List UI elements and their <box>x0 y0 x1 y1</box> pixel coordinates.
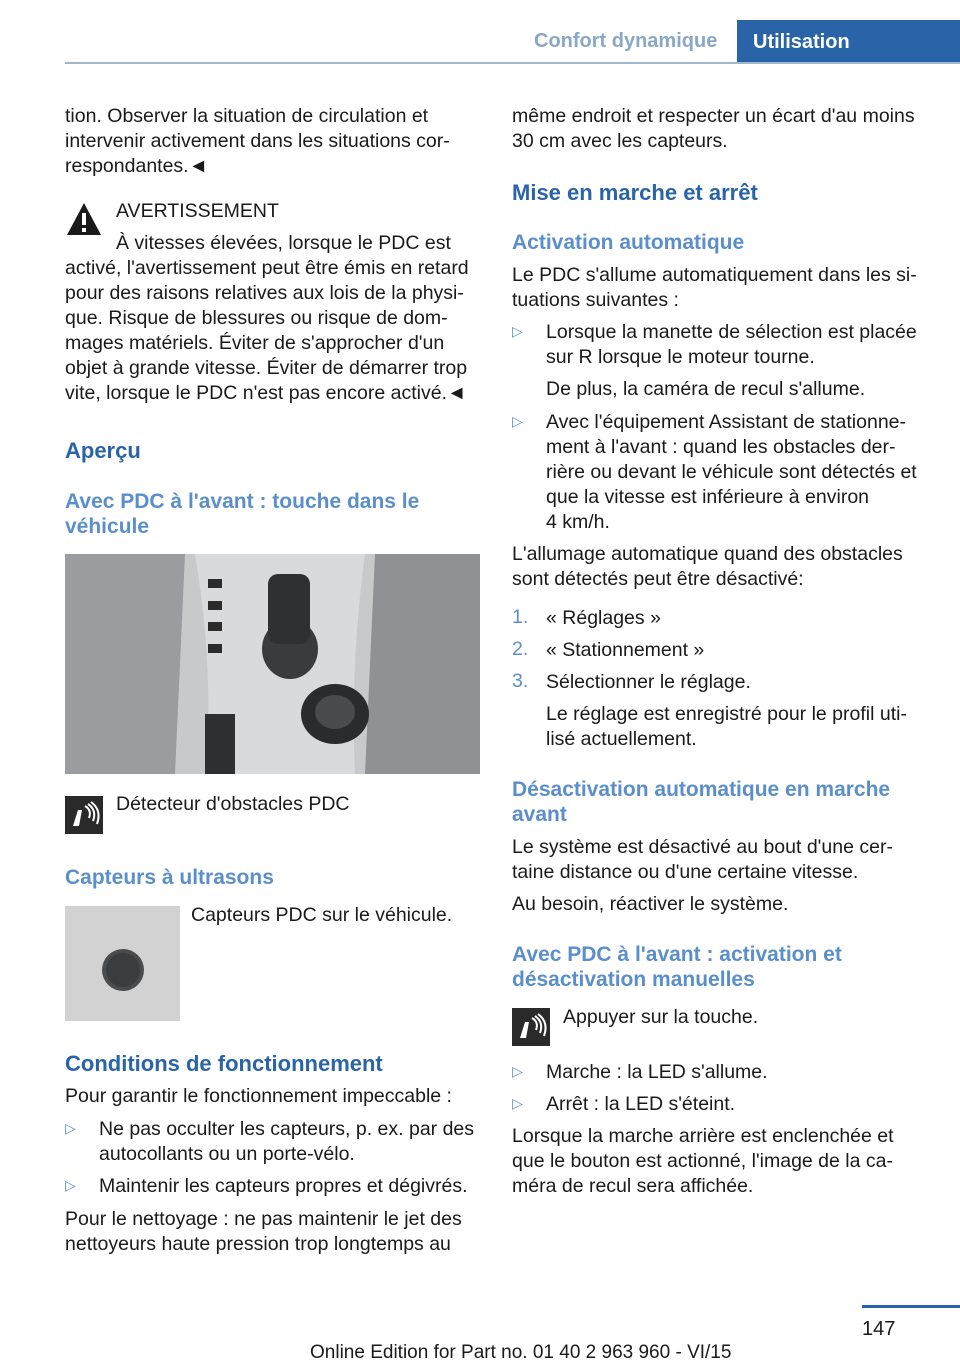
step-3: Sélectionner le réglage. <box>546 671 751 693</box>
final-line-2: que le bouton est actionné, l'image de la ca- <box>512 1150 893 1172</box>
final-line-1: Lorsque la marche arrière est enclenchée et <box>512 1125 894 1147</box>
step-number: 1. <box>512 606 529 628</box>
bullet-triangle-icon: ▷ <box>65 1120 76 1136</box>
heading-conditions: Conditions de fonctionnement <box>65 1051 383 1076</box>
condition-bullet-1-line-1: Ne pas occulter les capteurs, p. ex. par des <box>99 1118 475 1140</box>
activation-bullet-1-extra: De plus, la caméra de recul s'allume. <box>546 378 866 400</box>
condition-bullet-2: Maintenir les capteurs propres et dégivrés. <box>99 1175 468 1197</box>
warning-line-2: activé, l'avertissement peut être émis en retard <box>65 257 469 279</box>
arret-text: Arrêt : la LED s'éteint. <box>546 1093 736 1115</box>
bullet-triangle-icon: ▷ <box>512 413 523 429</box>
step-2: « Stationnement » <box>546 639 705 661</box>
condition-bullet-1-line-2: autocollants ou un porte-vélo. <box>99 1143 355 1165</box>
header-section: Confort dynamique <box>534 30 718 52</box>
intro-line-3: respondantes.◄ <box>65 155 208 177</box>
marche-text: Marche : la LED s'allume. <box>546 1061 768 1083</box>
header-chapter-tab[interactable]: Utilisation <box>737 20 960 62</box>
step-number: 2. <box>512 638 529 660</box>
heading-manuel-2: désactivation manuelles <box>512 968 755 991</box>
bullet-triangle-icon: ▷ <box>65 1177 76 1193</box>
warning-title: AVERTISSEMENT <box>116 200 279 222</box>
intro-line-2: intervenir activement dans les situations cor- <box>65 130 450 152</box>
warning-line-7: vite, lorsque le PDC n'est pas encore activé.◄ <box>65 382 467 404</box>
heading-desactivation-1: Désactivation automatique en marche <box>512 778 891 801</box>
heading-manuel-1: Avec PDC à l'avant : activation et <box>512 943 842 966</box>
footer-edition: Online Edition for Part no. 01 40 2 963 960 - VI/15 <box>310 1342 732 1363</box>
warning-line-1: À vitesses élevées, lorsque le PDC est <box>116 232 451 254</box>
activation-bullet-2-line-5: 4 km/h. <box>546 511 610 533</box>
warning-icon <box>65 200 103 238</box>
capteurs-text: Capteurs PDC sur le véhicule. <box>191 904 453 926</box>
besoin-text: Au besoin, réactiver le système. <box>512 893 789 915</box>
heading-activation-auto: Activation automatique <box>512 231 745 254</box>
allumage-line-2: sont détectés peut être désactivé: <box>512 568 804 590</box>
header-rule <box>65 62 960 64</box>
warning-line-4: que. Risque de blessures ou risque de dom- <box>65 307 448 329</box>
footer-rule <box>862 1305 960 1308</box>
desact-line-1: Le système est désactivé au bout d'une cer- <box>512 836 893 858</box>
activation-line-1: Le PDC s'allume automatiquement dans les si- <box>512 264 917 286</box>
pdc-caption: Détecteur d'obstacles PDC <box>116 793 350 815</box>
step-3-extra-line-2: lisé actuellement. <box>546 728 697 750</box>
final-line-3: méra de recul sera affichée. <box>512 1175 754 1197</box>
warning-line-6: objet à grande vitesse. Éviter de démarrer trop <box>65 357 468 379</box>
warning-line-3: pour des raisons relatives aux lois de la physi- <box>65 282 464 304</box>
activation-line-2: tuations suivantes : <box>512 289 679 311</box>
heading-mise-en-marche: Mise en marche et arrêt <box>512 180 758 205</box>
cont-line-2: 30 cm avec les capteurs. <box>512 130 728 152</box>
bullet-triangle-icon: ▷ <box>512 323 523 339</box>
step-1: « Réglages » <box>546 607 661 629</box>
activation-bullet-2-line-4: que la vitesse est inférieure à environ <box>546 486 870 508</box>
page-number: 147 <box>862 1318 896 1340</box>
heading-apercu: Aperçu <box>65 438 141 463</box>
activation-bullet-2-line-3: rière ou devant le véhicule sont détectés et <box>546 461 917 483</box>
appuyer-text: Appuyer sur la touche. <box>563 1006 759 1028</box>
nettoyage-line-2: nettoyeurs haute pression trop longtemps au <box>65 1233 451 1255</box>
step-number: 3. <box>512 670 529 692</box>
activation-bullet-1-line-2: sur R lorsque le moteur tourne. <box>546 346 815 368</box>
nettoyage-line-1: Pour le nettoyage : ne pas maintenir le jet des <box>65 1208 462 1230</box>
allumage-line-1: L'allumage automatique quand des obstacles <box>512 543 903 565</box>
heading-capteurs: Capteurs à ultrasons <box>65 866 274 889</box>
bullet-triangle-icon: ▷ <box>512 1095 523 1111</box>
activation-bullet-1-line-1: Lorsque la manette de sélection est placée <box>546 321 917 343</box>
activation-bullet-2-line-1: Avec l'équipement Assistant de stationne- <box>546 411 906 433</box>
sensor-image <box>65 906 180 1021</box>
bullet-triangle-icon: ▷ <box>512 1063 523 1079</box>
pdc-button-icon <box>65 796 103 834</box>
warning-line-5: mages matériels. Éviter de s'approcher d'un <box>65 332 445 354</box>
intro-line-1: tion. Observer la situation de circulation et <box>65 105 429 127</box>
activation-bullet-2-line-2: ment à l'avant : quand les obstacles der- <box>546 436 896 458</box>
step-3-extra-line-1: Le réglage est enregistré pour le profil uti- <box>546 703 907 725</box>
conditions-intro: Pour garantir le fonctionnement impeccable : <box>65 1085 452 1107</box>
heading-desactivation-2: avant <box>512 803 567 826</box>
heading-avec-pdc-1: Avec PDC à l'avant : touche dans le <box>65 490 420 513</box>
desact-line-2: taine distance ou d'une certaine vitesse. <box>512 861 859 883</box>
pdc-button-icon <box>512 1008 550 1046</box>
center-console-photo <box>65 554 480 774</box>
cont-line-1: même endroit et respecter un écart d'au moins <box>512 105 915 127</box>
heading-avec-pdc-2: véhicule <box>65 515 150 538</box>
